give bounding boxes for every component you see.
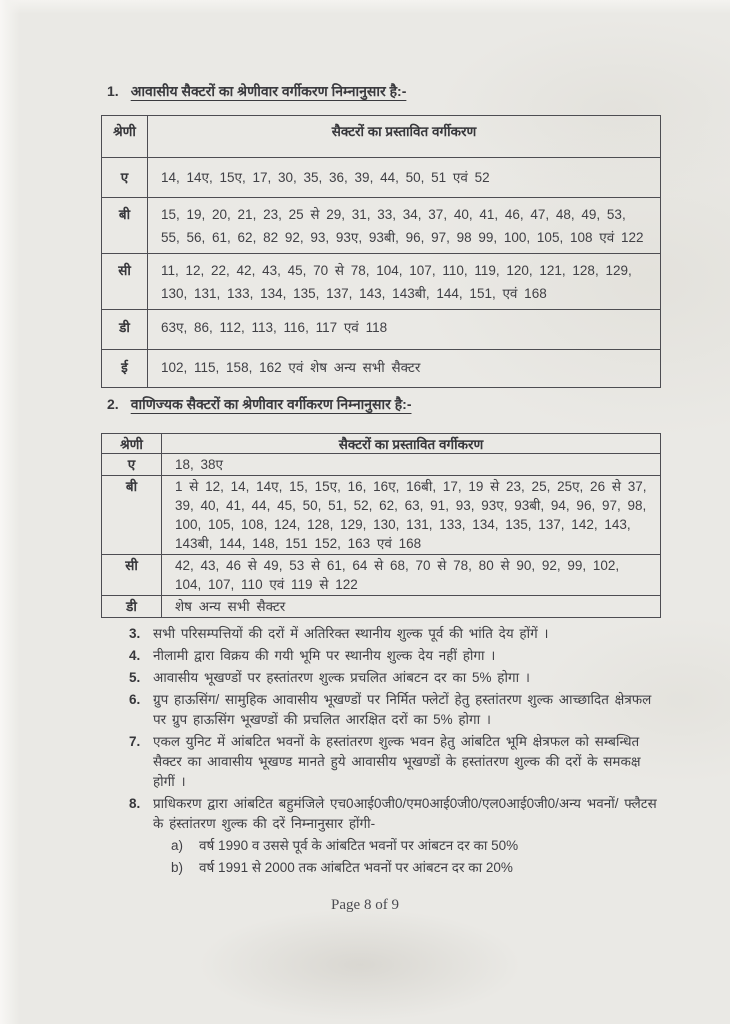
table-row <box>102 454 661 476</box>
note-item-8 <box>129 794 661 834</box>
table-row <box>102 310 661 350</box>
subnotes-list <box>171 836 661 878</box>
table-row <box>102 350 661 388</box>
classification-column-header: सैक्टरों का प्रस्तावित वर्गीकरण <box>148 116 661 158</box>
section-2-number: 2. <box>107 396 119 412</box>
note-number: 3. <box>129 626 141 641</box>
category-cell: बी <box>102 476 162 555</box>
table-row <box>102 476 661 555</box>
subnote-item-b <box>171 858 661 878</box>
section-1-number: 1. <box>107 83 119 99</box>
category-cell: बी <box>102 198 148 254</box>
subnote-text: वर्ष 1990 व उससे पूर्व के आंबटित भवनों पर आंबटन दर का 50% <box>199 838 519 853</box>
category-cell: ई <box>102 350 148 388</box>
table-row <box>102 254 661 310</box>
page-number-footer: Page 8 of 9 <box>331 897 399 913</box>
category-cell: ए <box>102 454 162 476</box>
table-row <box>102 198 661 254</box>
sectors-cell: 42, 43, 46 से 49, 53 से 61, 64 से 68, 70 से 78, 80 से 90, 92, 99, 102, 104, 107, 110 एवं 119 से 122 <box>162 555 661 596</box>
notes-list <box>129 624 661 880</box>
note-item-4 <box>129 646 661 666</box>
note-number: 5. <box>129 670 141 685</box>
table-header-row <box>102 116 661 158</box>
note-item-3 <box>129 624 661 644</box>
note-number: 4. <box>129 648 141 663</box>
category-cell: सी <box>102 555 162 596</box>
section-2-heading <box>107 395 412 414</box>
note-text: आवासीय भूखण्डों पर हस्तांतरण शुल्क प्रचलित आंबटन दर का 5% होगा । <box>153 670 530 685</box>
sectors-cell: 11, 12, 22, 42, 43, 45, 70 से 78, 104, 107, 110, 119, 120, 121, 128, 129, 130, 131, 133, 134, 135, 137, 143, 143बी, 144, 151, एवं 168 <box>148 254 661 310</box>
note-text: ग्रुप हाऊसिंग/ सामुहिक आवासीय भूखण्डों पर निर्मित फ्लेटों हेतु हस्तांतरण शुल्क आच्छादित क्षेत्रफल पर ग्रुप हाऊसिंग भूखण्डों की प्रचलित आरक्षित दरों का 5% होगा । <box>153 692 652 727</box>
sectors-cell: शेष अन्य सभी सैक्टर <box>162 596 661 618</box>
section-2-title: वाणिज्यक सैक्टरों का श्रेणीवार वर्गीकरण निम्नानुसार है:- <box>130 396 412 412</box>
table-row <box>102 555 661 596</box>
sectors-cell: 63ए, 86, 112, 113, 116, 117 एवं 118 <box>148 310 661 350</box>
sectors-cell: 102, 115, 158, 162 एवं शेष अन्य सभी सैक्टर <box>148 350 661 388</box>
sectors-cell: 15, 19, 20, 21, 23, 25 से 29, 31, 33, 34, 37, 40, 41, 46, 47, 48, 49, 53, 55, 56, 61, 62, 82 92, 93, 93ए, 93बी, 96, 97, 98 99, 100, 105, 108 एवं 122 <box>148 198 661 254</box>
section-1-heading <box>107 82 406 101</box>
note-text: सभी परिसम्पत्तियों की दरों में अतिरिक्त स्थानीय शुल्क पूर्व की भांति देय होंगें । <box>153 626 549 641</box>
note-text: प्राधिकरण द्वारा आंबटित बहुमंजिले एच0आई0जी0/एम0आई0जी0/एल0आई0जी0/अन्य भवनों/ फ्लैटस के हंस्तांतरण शुल्क की दरें निम्नानुसार होंगी- <box>153 796 657 831</box>
category-cell: डी <box>102 310 148 350</box>
note-item-6 <box>129 690 661 730</box>
note-item-5 <box>129 668 661 688</box>
category-cell: सी <box>102 254 148 310</box>
sectors-cell: 18, 38ए <box>162 454 661 476</box>
category-column-header: श्रेणी <box>102 434 162 454</box>
category-column-header: श्रेणी <box>102 116 148 158</box>
subnote-text: वर्ष 1991 से 2000 तक आंबटित भवनों पर आंबटन दर का 20% <box>199 860 513 875</box>
note-number: 8. <box>129 796 141 811</box>
subnote-item-a <box>171 836 661 856</box>
table-header-row <box>102 434 661 454</box>
sectors-cell: 14, 14ए, 15ए, 17, 30, 35, 36, 39, 44, 50, 51 एवं 52 <box>148 158 661 198</box>
subnote-label: a) <box>171 838 184 853</box>
sectors-cell: 1 से 12, 14, 14ए, 15, 15ए, 16, 16ए, 16बी, 17, 19 से 23, 25, 25ए, 26 से 37, 39, 40, 41, 44, 45, 50, 51, 52, 62, 63, 91, 93, 93ए, 93बी, 94, 96, 97, 98, 100, 105, 108, 124, 128, 129, 130, 131, 133, 134, 135, 137, 142, 143, 143बी, 144, 148, 151 152, 163 एवं 168 <box>162 476 661 555</box>
residential-sectors-table <box>101 115 661 388</box>
note-text: एकल युनिट में आंबटित भवनों के हस्तांतरण शुल्क भवन हेतु आंबटित भूमि क्षेत्रफल को सम्बन्धित सैक्टर का आवासीय भूखण्ड मानते हुये आवासीय भूखण्डों के हस्तांतरण शुल्क की दरों के समकक्ष होगीं । <box>153 734 641 789</box>
note-text: नीलामी द्वारा विक्रय की गयी भूमि पर स्थानीय शुल्क देय नहीं होगा । <box>153 648 496 663</box>
table-row <box>102 596 661 618</box>
subnote-label: b) <box>171 860 184 875</box>
table-row <box>102 158 661 198</box>
note-number: 7. <box>129 734 141 749</box>
commercial-sectors-table <box>101 433 661 618</box>
note-number: 6. <box>129 692 141 707</box>
classification-column-header: सैक्टरों का प्रस्तावित वर्गीकरण <box>162 434 661 454</box>
category-cell: ए <box>102 158 148 198</box>
category-cell: डी <box>102 596 162 618</box>
note-item-7 <box>129 732 661 792</box>
section-1-title: आवासीय सैक्टरों का श्रेणीवार वर्गीकरण निम्नानुसार है:- <box>130 83 407 99</box>
